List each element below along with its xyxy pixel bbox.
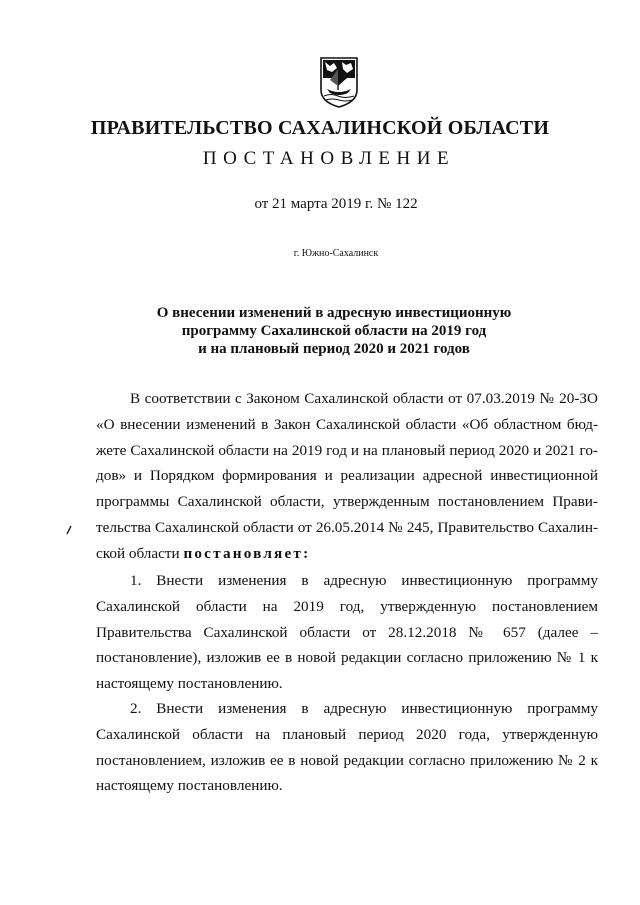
item-1-paragraph: [96, 568, 598, 697]
pen-mark-icon: [66, 525, 72, 535]
paragraph-line: тельства Сахалинской области от 26.05.2014 № 245, Правительство Сахалин-: [96, 518, 598, 536]
paragraph-line: постановление), изложив ее в новой редакции согласно приложению № 1 к: [96, 649, 598, 667]
document-type: ПОСТАНОВЛЕНИЕ: [202, 148, 456, 169]
paragraph-line: Сахалинской области на плановый период 2020 года, утвержденную: [96, 725, 598, 743]
document-date-number: от 21 марта 2019 г. № 122: [254, 196, 418, 212]
paragraph-line: Правительства Сахалинской области от 28.12.2018 № 657 (далее –: [96, 623, 598, 641]
paragraph-line: [96, 541, 598, 567]
organization-name: ПРАВИТЕЛЬСТВО САХАЛИНСКОЙ ОБЛАСТИ: [90, 117, 550, 139]
coat-of-arms-icon: [318, 56, 360, 108]
paragraph-line: «О внесении изменений в Закон Сахалинской области «Об областном бюд-: [96, 415, 598, 433]
item-2-paragraph: [96, 696, 598, 799]
resolves-word: постановляет:: [183, 544, 311, 562]
paragraph-line-text: ской области: [96, 544, 184, 562]
paragraph-line: постановлением, изложив ее в новой редакции согласно приложению № 2 к: [96, 751, 598, 769]
title-line: О внесении изменений в адресную инвестиционную: [156, 305, 512, 321]
title-line: и на плановый период 2020 и 2021 годов: [198, 341, 470, 357]
paragraph-line: В соответствии с Законом Сахалинской области от 07.03.2019 № 20-ЗО: [130, 390, 598, 407]
paragraph-line: программы Сахалинской области, утвержденным постановлением Прави-: [96, 493, 598, 511]
paragraph-line: дов» и Порядком формирования и реализации адресной инвестиционной: [96, 467, 598, 485]
paragraph-line: 2. Внести изменения в адресную инвестиционную программу: [130, 700, 598, 717]
paragraph-line: настоящему постановлению.: [96, 675, 283, 693]
paragraph-line: Сахалинской области на 2019 год, утвержденную постановлением: [96, 597, 598, 615]
preamble-paragraph: [96, 386, 598, 567]
paragraph-line: 1. Внести изменения в адресную инвестиционную программу: [130, 572, 598, 589]
title-line: программу Сахалинской области на 2019 год: [181, 323, 487, 339]
paragraph-line: настоящему постановлению.: [96, 777, 283, 795]
document-title: [0, 304, 640, 358]
document-city: г. Южно-Сахалинск: [293, 248, 379, 259]
paragraph-line: жете Сахалинской области на 2019 год и на плановый период 2020 и 2021 го-: [96, 441, 598, 459]
